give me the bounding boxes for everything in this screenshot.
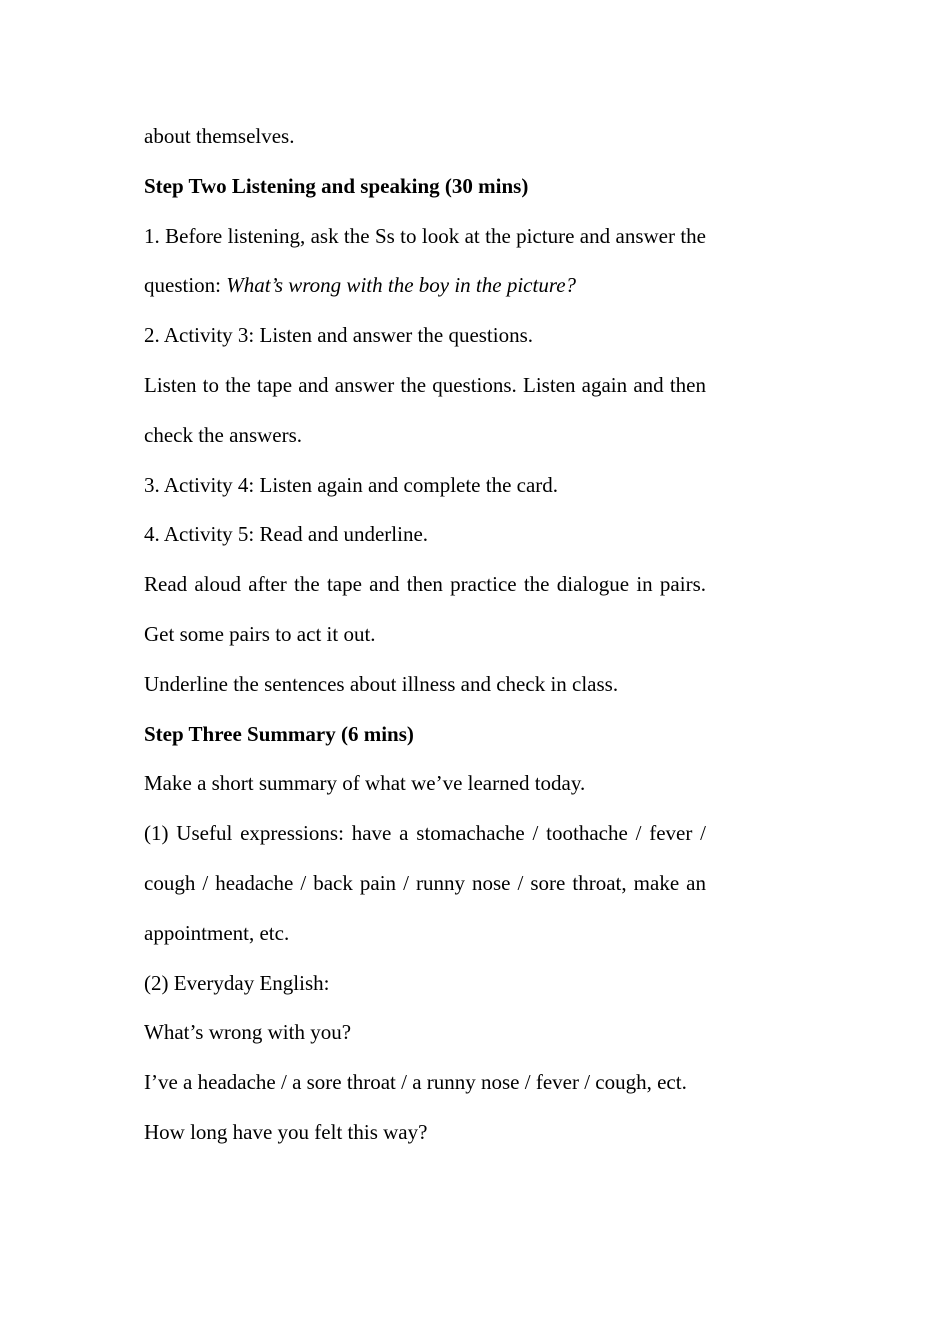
item-1-paragraph [144, 212, 706, 312]
item-2-paragraph: 2. Activity 3: Listen and answer the questions. [144, 323, 534, 348]
everyday-english-heading: (2) Everyday English: [144, 970, 330, 995]
document-body [144, 112, 706, 1158]
useful-expressions: (1) Useful expressions: have a stomachache / toothache / fever / cough / headache / back pain / runny nose / sore throat, make an appointment, etc. [144, 821, 706, 945]
dialogue-answer-1: I’ve a headache / a sore throat / a runny nose / fever / cough, ect. [144, 1070, 687, 1095]
paragraph-intro-end: about themselves. [144, 124, 295, 148]
step-three-heading: Step Three Summary (6 mins) [144, 721, 414, 746]
item-3-paragraph: 3. Activity 4: Listen again and complete the card. [144, 472, 559, 497]
item-2-detail: Listen to the tape and answer the questions. Listen again and then check the answers. [144, 372, 706, 447]
summary-intro: Make a short summary of what we’ve learned today. [144, 771, 586, 796]
item-4-detail-1: Read aloud after the tape and then practice the dialogue in pairs. Get some pairs to act it out. [144, 572, 706, 646]
item-4-detail-2: Underline the sentences about illness and check in class. [144, 671, 619, 696]
item-4-paragraph: 4. Activity 5: Read and underline. [144, 522, 429, 547]
item-1-question: What’s wrong with the boy in the picture? [226, 273, 577, 298]
step-two-heading: Step Two Listening and speaking (30 mins) [144, 173, 529, 198]
dialogue-question-2: How long have you felt this way? [144, 1119, 428, 1144]
dialogue-question-1: What’s wrong with you? [144, 1020, 352, 1045]
item-1-text: 1. Before listening, ask the Ss to look at the picture and answer the question: [144, 223, 706, 298]
